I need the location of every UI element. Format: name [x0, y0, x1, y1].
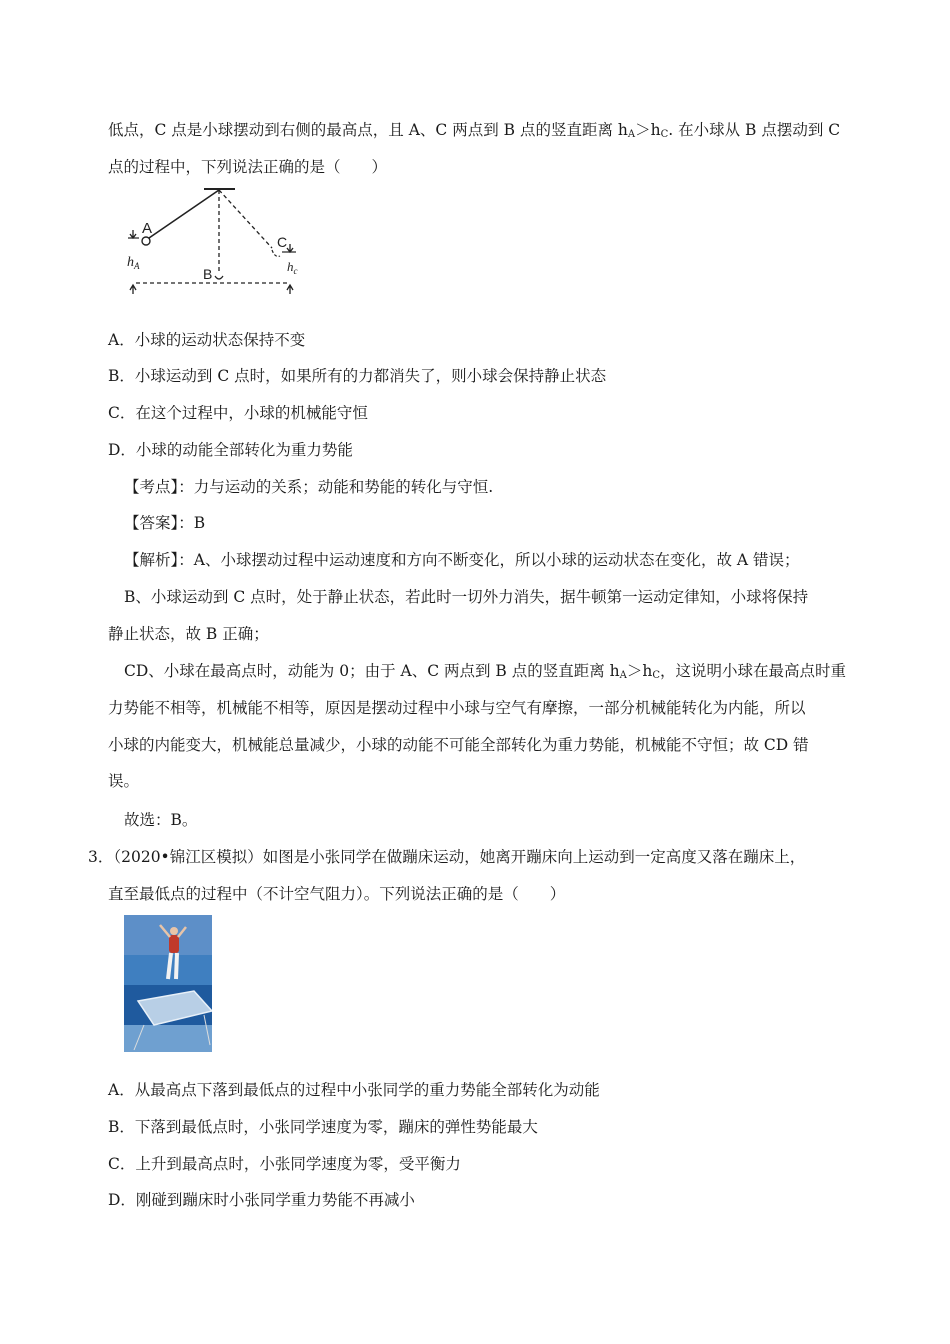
- q2-analysis-line4: CD、小球在最高点时，动能为 0；由于 A、C 两点到 B 点的竖直距离 $h_A>h_C$，这说明小球在最高点时重: [124, 662, 847, 681]
- ball-a: [142, 237, 150, 245]
- arrow-down-icon: [287, 244, 293, 252]
- q3-option-c: C．上升到最高点时，小张同学速度为零，受平衡力: [108, 1155, 461, 1173]
- q3-stem-line2: 直至最低点的过程中（不计空气阻力）。下列说法正确的是（ ）: [108, 885, 566, 903]
- q2-option-c: C．在这个过程中，小球的机械能守恒: [108, 404, 368, 422]
- arrow-up-icon: [130, 285, 136, 294]
- q3-option-d: D．刚碰到蹦床时小张同学重力势能不再减小: [108, 1191, 415, 1209]
- q3-option-b: B．下落到最低点时，小张同学速度为零，蹦床的弹性势能最大: [108, 1118, 538, 1136]
- arrow-up-icon: [287, 285, 293, 294]
- label-hc: $h_c$: [287, 259, 298, 276]
- q2-conclusion: 故选：B。: [124, 811, 198, 829]
- label-a: A: [142, 220, 153, 237]
- pendulum-diagram: [122, 186, 312, 298]
- trampoline-photo: [124, 915, 212, 1052]
- q2-option-b: B．小球运动到 C 点时，如果所有的力都消失了，则小球会保持静止状态: [108, 367, 607, 385]
- q2-answer: 【答案】：B: [124, 514, 206, 532]
- pendulum-string: [149, 190, 219, 238]
- q3-stem-line1: 3．（2020•锦江区模拟）如图是小张同学在做蹦床运动，她离开蹦床向上运动到一定高度又落在蹦床上，: [88, 848, 806, 866]
- label-ha: $h_A$: [127, 255, 140, 271]
- q3-option-a: A．从最高点下落到最低点的过程中小张同学的重力势能全部转化为动能: [108, 1081, 600, 1099]
- label-b: B: [203, 266, 213, 282]
- q2-option-a: A．小球的运动状态保持不变: [108, 331, 306, 349]
- q2-stem-line1: 低点，C 点是小球摆动到右侧的最高点，且 A、C 两点到 B 点的竖直距离 $h_A>h_C$. 在小球从 B 点摆动到 C: [108, 121, 841, 140]
- q2-analysis-line6: 小球的内能变大，机械能总量减少，小球的动能不可能全部转化为重力势能，机械能不守恒；故 CD 错: [108, 736, 809, 754]
- q2-analysis-line2: B、小球运动到 C 点时，处于静止状态，若此时一切外力消失，据牛顿第一运动定律知，小球将保持: [124, 588, 809, 606]
- arrow-down-icon: [130, 230, 136, 238]
- q2-option-d: D．小球的动能全部转化为重力势能: [108, 441, 353, 459]
- q2-analysis-line1: 【解析】：A、小球摆动过程中运动速度和方向不断变化，所以小球的运动状态在变化，故 A 错误；: [124, 551, 800, 569]
- q2-kaodian: 【考点】：力与运动的关系；动能和势能的转化与守恒.: [124, 478, 494, 496]
- ball-c: [272, 250, 280, 256]
- dashed-string-c: [219, 190, 272, 248]
- ball-b: [215, 276, 223, 279]
- label-c: C: [277, 234, 288, 250]
- q2-analysis-line7: 误。: [108, 772, 140, 790]
- q2-analysis-line3: 静止状态，故 B 正确；: [108, 625, 269, 643]
- q2-stem-line2: 点的过程中，下列说法正确的是（ ）: [108, 158, 388, 176]
- q2-analysis-line5: 力势能不相等，机械能不相等，原因是摆动过程中小球与空气有摩擦，一部分机械能转化为内能，所以: [108, 699, 806, 717]
